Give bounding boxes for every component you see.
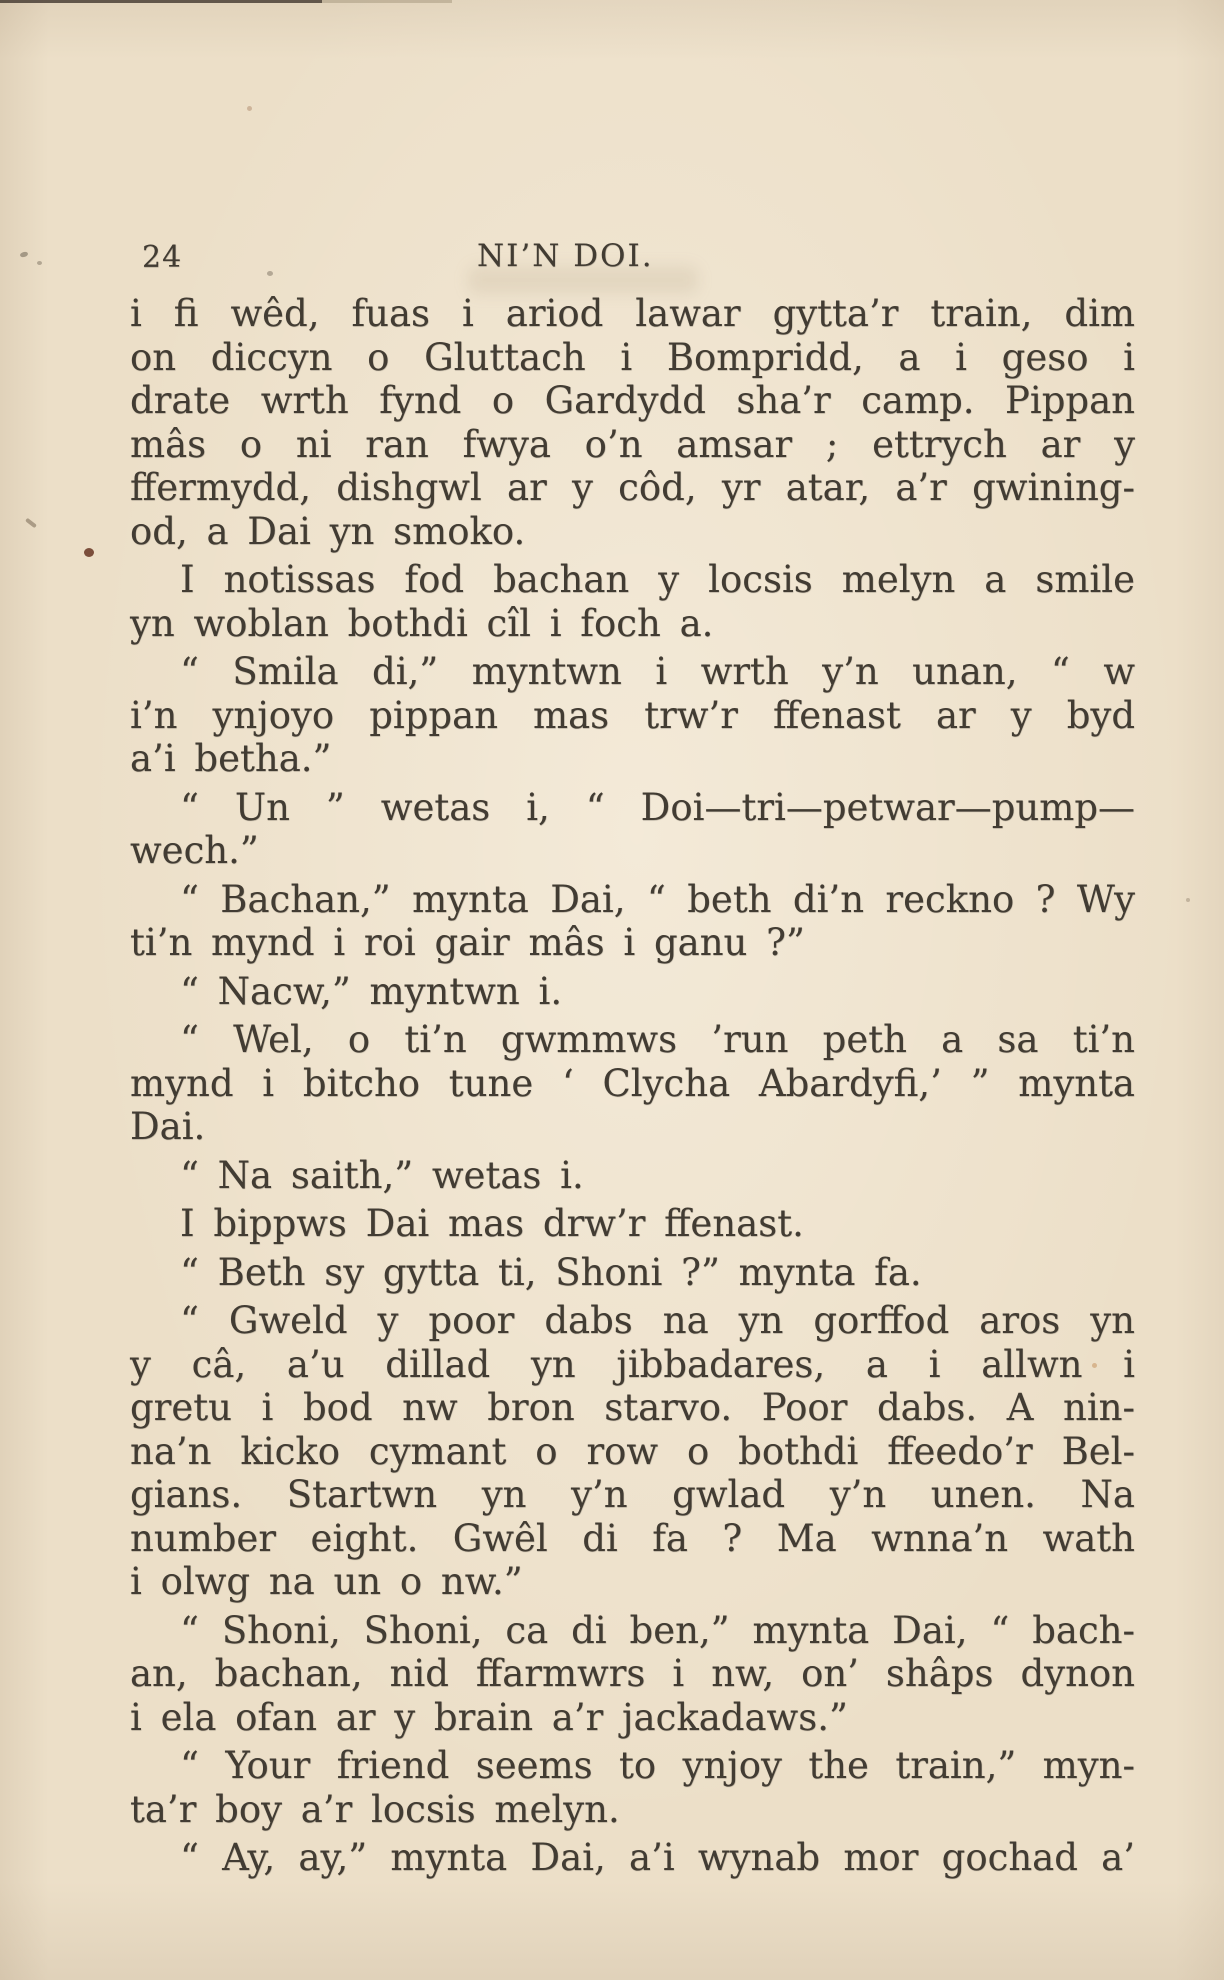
paper-speck [19,251,28,258]
paragraph [130,786,1135,873]
text-line: i fi wêd, fuas i ariod lawar gytta’r train, dim [130,292,1135,335]
text-line: “ Your friend seems to ynjoy the train,” myn- [180,1744,1135,1787]
paragraph [130,1251,1135,1295]
paragraph [130,970,1135,1014]
paragraph [130,558,1135,645]
text-line: i olwg na un o nw.” [130,1560,523,1603]
paragraph [130,1299,1135,1604]
page-number: 24 [142,240,183,275]
text-line: mâs o ni ran fwya o’n amsar ; ettrych ar y [130,422,1135,466]
paper-speck [37,261,42,265]
text-line: drate wrth fynd o Gardydd sha’r camp. Pippan [130,379,1135,422]
paragraph [130,1744,1135,1831]
scan-edge-artifact [0,0,322,3]
paragraph [130,292,1135,553]
text-line: on diccyn o Gluttach i Bompridd, a i geso i [130,335,1135,379]
text-line: a’i betha.” [130,737,332,780]
text-line: mynd i bitcho tune ‘ Clycha Abardyfi,’ ” mynta [130,1061,1135,1105]
text-line: “ Ay, ay,” mynta Dai, a’i wynab mor gochad a’ [180,1836,1135,1879]
text-line: I bippws Dai mas drw’r ffenast. [180,1202,804,1245]
paragraph [130,1154,1135,1198]
paragraph [130,878,1135,965]
paper-speck [1186,898,1190,902]
text-line: i’n ynjoyo pippan mas trw’r ffenast ar y byd [130,693,1135,737]
text-line: number eight. Gwêl di fa ? Ma wnna’n wath [130,1516,1135,1560]
text-line: ffermydd, dishgwl ar y côd, yr atar, a’r gwining- [130,466,1135,509]
text-line: “ Wel, o ti’n gwmmws ’run peth a sa ti’n [180,1018,1135,1061]
paragraph [130,650,1135,781]
text-line: na’n kicko cymant o row o bothdi ffeedo’r Bel- [130,1429,1135,1473]
text-line: i ela ofan ar y brain a’r jackadaws.” [130,1695,848,1739]
text-line: an, bachan, nid ffarmwrs i nw, on’ shâps dynon [130,1652,1135,1695]
scan-edge-artifact [322,0,452,3]
paragraph [130,1202,1135,1246]
text-line: “ Smila di,” myntwn i wrth y’n unan, “ w [180,650,1135,693]
text-line: wech.” [130,829,259,872]
text-line: gretu i bod nw bron starvo. Poor dabs. A nin- [130,1386,1135,1429]
paper-speck [267,271,273,276]
text-line: Dai. [130,1105,206,1148]
paragraph [130,1609,1135,1740]
paper-speck [25,518,37,529]
text-line: “ Na saith,” wetas i. [180,1153,584,1197]
paragraph [130,1018,1135,1149]
text-line: “ Gweld y poor dabs na yn gorffod aros yn [180,1299,1135,1342]
text-line: gians. Startwn yn y’n gwlad y’n unen. Na [130,1473,1135,1516]
paper-speck [247,106,252,111]
text-line: od, a Dai yn smoko. [130,509,526,553]
text-line: ta’r boy a’r locsis melyn. [130,1787,620,1831]
text-line: “ Nacw,” myntwn i. [180,969,563,1013]
paragraph [130,1836,1135,1880]
text-line: “ Beth sy gytta ti, Shoni ?” mynta fa. [180,1250,922,1294]
page-text [130,292,1135,1880]
text-line: yn woblan bothdi cîl i foch a. [130,601,714,645]
text-line: “ Shoni, Shoni, ca di ben,” mynta Dai, “ bach- [180,1608,1135,1652]
text-line: “ Un ” wetas i, “ Doi—tri—petwar—pump— [180,785,1135,829]
running-title: NI’N DOI. [477,238,654,274]
text-line: I notissas fod bachan y locsis melyn a smile [180,558,1135,601]
text-line: y câ, a’u dillad yn jibbadares, a i allwn i [130,1342,1135,1386]
text-line: “ Bachan,” mynta Dai, “ beth di’n reckno ? Wy [180,877,1135,921]
paper-speck [1092,1363,1097,1368]
margin-ink-dot [84,548,94,557]
text-line: ti’n mynd i roi gair mâs i ganu ?” [130,921,805,964]
